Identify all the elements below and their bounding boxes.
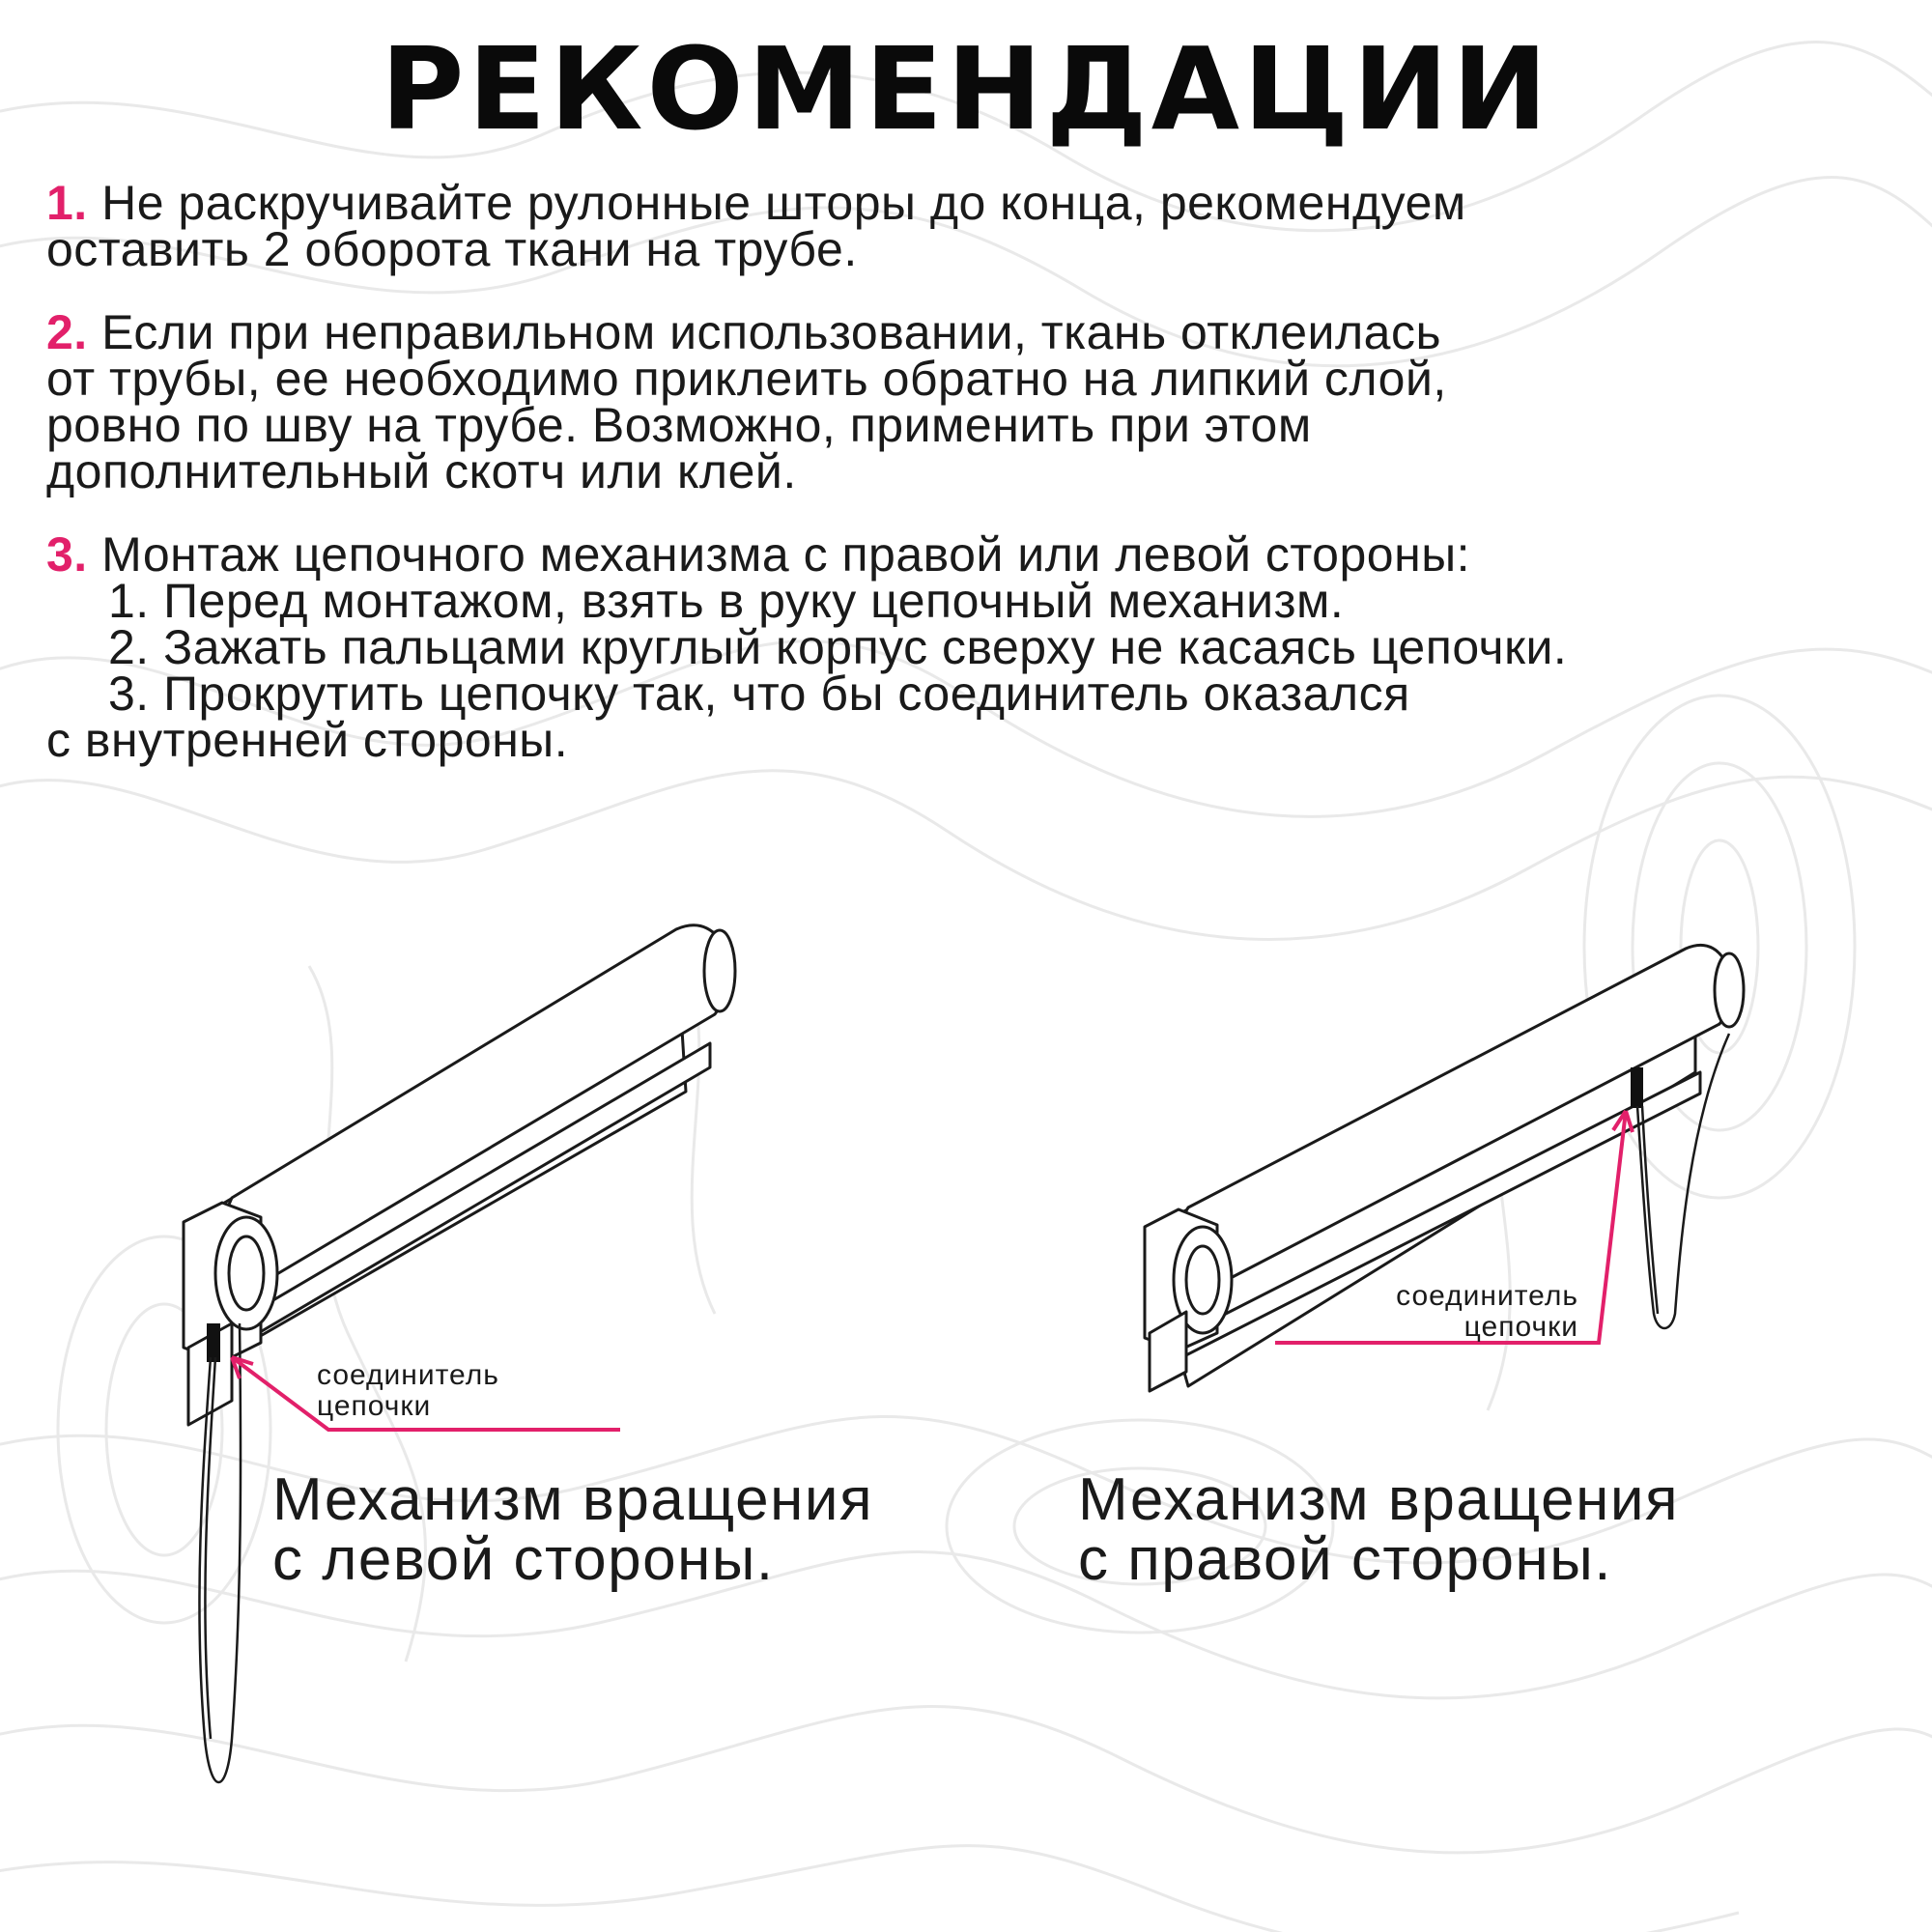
chain-connector (1631, 1067, 1643, 1108)
recommendation-3 (46, 527, 1901, 767)
item-line: Если при неправильном использовании, ткань отклеилась (101, 305, 1442, 359)
item-number: 2. (46, 305, 88, 359)
item-number: 1. (46, 176, 88, 230)
item-subline: 3. Прокрутить цепочку так, что бы соединитель оказался (108, 667, 1410, 721)
chain-connector (207, 1323, 220, 1362)
right-end-cap (704, 930, 735, 1011)
recommendation-1 (46, 176, 1901, 276)
item-line: оставить 2 оборота ткани на трубе. (46, 222, 858, 276)
item-line: дополнительный скотч или клей. (46, 444, 797, 498)
item-line: ровно по шву на трубе. Возможно, применить при этом (46, 398, 1312, 452)
right-mechanism-illustration (1063, 869, 1835, 1932)
left-connector-label: соединитель цепочки (317, 1359, 499, 1422)
item-line: Не раскручивайте рулонные шторы до конца, рекомендуем (101, 176, 1466, 230)
page-title: РЕКОМЕНДАЦИИ (380, 22, 1552, 156)
item-line: Монтаж цепочного механизма с правой или левой стороны: (101, 527, 1471, 582)
right-connector-label: соединитель цепочки (1396, 1280, 1578, 1343)
right-caption: Механизм вращения с правой стороны. (1078, 1466, 1680, 1593)
left-caption: Механизм вращения с левой стороны. (272, 1466, 874, 1593)
right-end-cap (1715, 953, 1744, 1027)
item-subline: 1. Перед монтажом, взять в руку цепочный механизм. (108, 574, 1345, 628)
item-line: с внутренней стороны. (46, 713, 569, 767)
recommendation-2 (46, 305, 1901, 498)
item-subline: 2. Зажать пальцами круглый корпус сверху не касаясь цепочки. (108, 620, 1568, 674)
item-number: 3. (46, 527, 88, 582)
item-line: от трубы, ее необходимо приклеить обратно на липкий слой, (46, 352, 1447, 406)
